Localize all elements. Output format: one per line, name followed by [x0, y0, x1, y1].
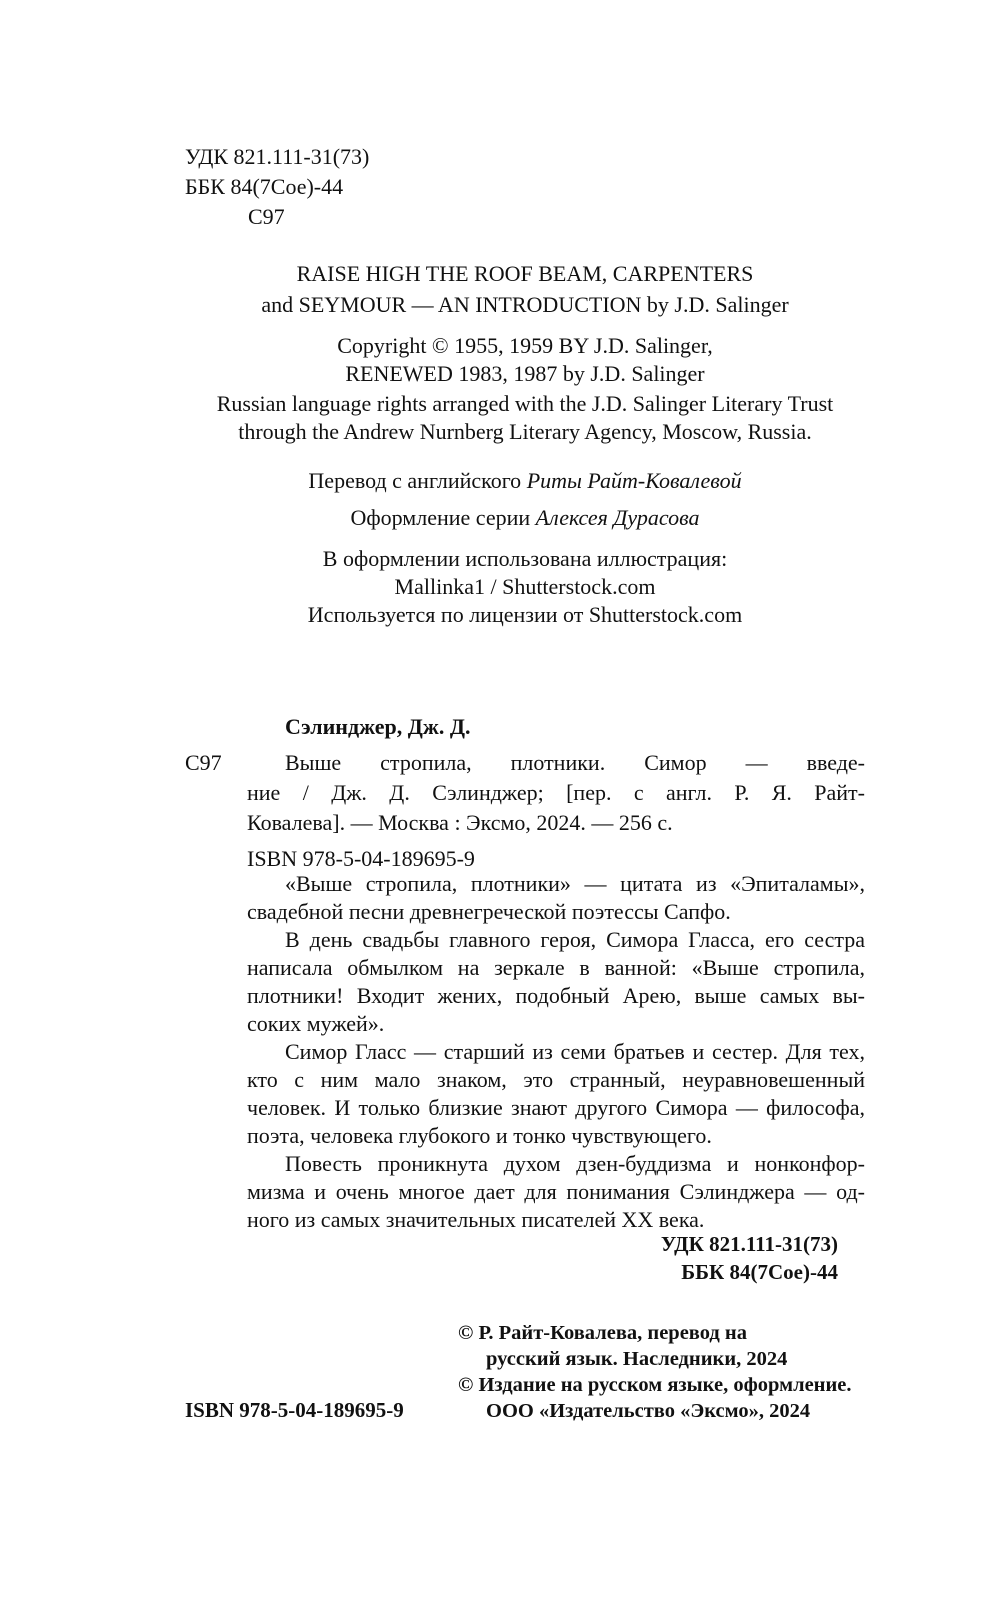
text-line: мизма и очень многое дает для понимания Сэлинджера — од-	[247, 1179, 865, 1204]
translation-credit	[185, 462, 865, 499]
text-line: поэта, человека глубокого и тонко чувствующего.	[247, 1123, 712, 1148]
rights-notice-block	[185, 390, 865, 446]
text-line: соких мужей».	[247, 1011, 385, 1036]
bottom-codes-block	[185, 1230, 838, 1286]
annotation-paragraph	[247, 1150, 865, 1234]
udk-code-bottom: УДК 821.111-31(73)	[660, 1232, 838, 1256]
design-credit	[185, 499, 865, 536]
annotation-paragraph	[247, 926, 865, 1038]
copyright-line: © Издание на русском языке, оформление.	[458, 1374, 852, 1396]
translator-name: Риты Райт-Ковалевой	[526, 468, 742, 493]
catalog-description-text	[247, 748, 865, 838]
text-line: кто с ним мало знаком, это странный, неуравновешенный	[247, 1067, 865, 1092]
translation-credit-prefix: Перевод с английского	[308, 468, 527, 493]
text-line: RAISE HIGH THE ROOF BEAM, CARPENTERS	[296, 261, 754, 286]
annotation-paragraph	[247, 870, 865, 926]
text-line: написала обмылком на зеркале в ванной: «Выше стропила,	[247, 955, 865, 980]
text-line: В день свадьбы главного героя, Симора Гласса, его сестра	[285, 927, 865, 952]
text-line: Ковалева]. — Москва : Эксмо, 2024. — 256 с.	[247, 810, 673, 835]
text-line: Mallinka1 / Shutterstock.com	[394, 574, 656, 599]
author-sign-code: С97	[248, 204, 285, 229]
text-line: Используется по лицензии от Shutterstock.com	[307, 602, 743, 627]
text-line: плотники! Входит жених, подобный Арею, выше самых вы-	[247, 983, 865, 1008]
bbk-code-bottom: ББК 84(7Сое)-44	[681, 1260, 838, 1284]
copyright-notices-block	[458, 1320, 852, 1424]
text-line: свадебной песни древнегреческой поэтессы Сапфо.	[247, 899, 731, 924]
copyright-line: русский язык. Наследники, 2024	[486, 1348, 788, 1370]
text-line: and SEYMOUR — AN INTRODUCTION by J.D. Salinger	[261, 292, 789, 317]
english-copyright-block	[185, 332, 865, 388]
english-title-block	[185, 258, 865, 320]
annotation-block	[247, 870, 865, 1234]
catalog-card	[185, 712, 865, 874]
illustration-credit-block	[185, 545, 865, 629]
copyright-line: ООО «Издательство «Эксмо», 2024	[486, 1400, 811, 1422]
catalog-isbn: ISBN 978-5-04-189695-9	[247, 846, 475, 871]
annotation-paragraph	[247, 1038, 865, 1150]
bottom-isbn: ISBN 978-5-04-189695-9	[185, 1398, 404, 1422]
udk-code: УДК 821.111-31(73)	[185, 144, 370, 169]
text-line: ного из самых значительных писателей XX века.	[247, 1207, 705, 1232]
designer-name: Алексея Дурасова	[535, 505, 700, 530]
design-credit-prefix: Оформление серии	[350, 505, 536, 530]
text-line: «Выше стропила, плотники» — цитата из «Эпиталамы»,	[285, 871, 865, 896]
text-line: Симор Гласс — старший из семи братьев и сестер. Для тех,	[285, 1039, 865, 1064]
text-line: Russian language rights arranged with the J.D. Salinger Literary Trust	[216, 391, 834, 416]
catalog-description	[185, 748, 865, 838]
text-line: through the Andrew Nurnberg Literary Agency, Moscow, Russia.	[238, 419, 812, 444]
text-line: В оформлении использована иллюстрация:	[322, 546, 728, 571]
text-line: ние / Дж. Д. Сэлинджер; [пер. с англ. Р. Я. Райт-	[247, 780, 865, 805]
text-line: RENEWED 1983, 1987 by J.D. Salinger	[345, 361, 705, 386]
bbk-code: ББК 84(7Сое)-44	[185, 174, 344, 199]
copyright-line: © Р. Райт-Ковалева, перевод на	[458, 1322, 747, 1344]
text-line: Copyright © 1955, 1959 BY J.D. Salinger,	[337, 333, 713, 358]
catalog-author: Сэлинджер, Дж. Д.	[285, 714, 471, 739]
credits-block	[185, 462, 865, 536]
text-line: человек. И только близкие знают другого Симора — философа,	[247, 1095, 865, 1120]
catalog-author-sign: С97	[185, 750, 222, 775]
text-line: Повесть проникнута духом дзен-буддизма и нонконфор-	[285, 1151, 865, 1176]
top-codes-block	[185, 142, 369, 232]
text-line: Выше стропила, плотники. Симор — введе-	[285, 750, 865, 775]
